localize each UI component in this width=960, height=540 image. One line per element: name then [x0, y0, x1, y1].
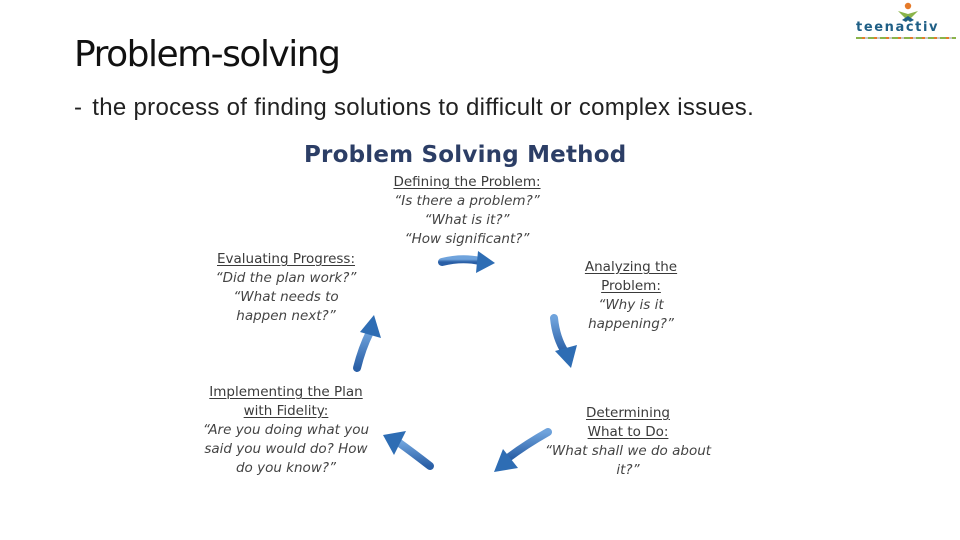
- step-determining-question: it?”: [616, 462, 640, 478]
- step-analyzing-question: “Why is it: [598, 297, 664, 313]
- step-defining-question: “What is it?”: [424, 212, 510, 228]
- arrow-defining-to-analyzing-icon: [442, 251, 495, 273]
- step-defining-question: “How significant?”: [404, 231, 530, 247]
- arrow-implementing-to-evaluating-icon: [383, 431, 430, 466]
- slide-title: Problem-solving: [74, 34, 340, 75]
- arrow-evaluating-to-defining-icon: [357, 315, 381, 368]
- step-implementing-question: said you would do? How: [204, 441, 368, 457]
- step-evaluating-question: “What needs to: [233, 289, 339, 305]
- step-analyzing-question: happening?”: [588, 316, 674, 332]
- step-implementing-question: do you know?”: [235, 460, 337, 476]
- subtitle-text: the process of finding solutions to difficult or complex issues.: [92, 94, 755, 121]
- step-defining-question: “Is there a problem?”: [394, 193, 540, 209]
- step-analyzing-heading: Analyzing the: [584, 259, 678, 275]
- step-evaluating-question: “Did the plan work?”: [215, 270, 357, 286]
- diagram-title: Problem Solving Method: [304, 142, 627, 168]
- step-analyzing-heading: Problem:: [601, 278, 661, 294]
- step-determining-heading: What to Do:: [587, 424, 669, 440]
- step-implementing-heading: Implementing the Plan: [209, 384, 363, 400]
- step-evaluating-heading: Evaluating Progress:: [217, 251, 355, 267]
- subtitle-dash: -: [74, 94, 83, 121]
- arrow-analyzing-to-determining-icon: [554, 318, 577, 368]
- logo-text: teenactiv: [856, 20, 940, 35]
- step-implementing-heading: with Fidelity:: [243, 403, 329, 419]
- arrow-determining-to-implementing-icon: [494, 432, 548, 472]
- step-determining-heading: Determining: [586, 405, 670, 421]
- step-defining-heading: Defining the Problem:: [393, 174, 541, 190]
- step-evaluating-question: happen next?”: [236, 308, 336, 324]
- step-implementing-question: “Are you doing what you: [202, 422, 370, 438]
- step-determining-question: “What shall we do about: [544, 443, 712, 459]
